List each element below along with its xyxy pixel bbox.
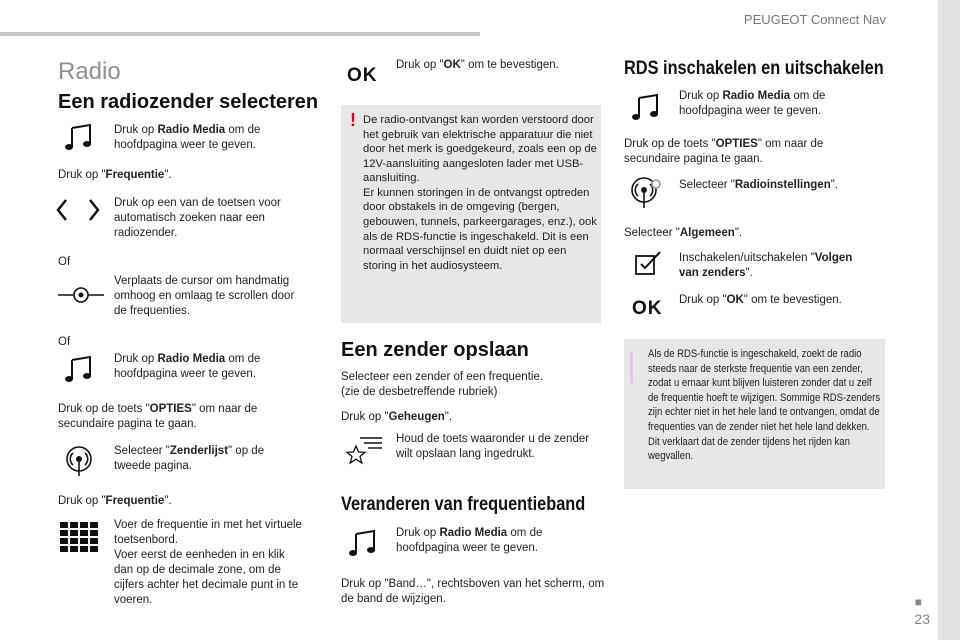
- music-note-icon: [62, 120, 96, 154]
- step-manual-tune: Verplaats de cursor om handmatig omhoog en omlaag te scrollen door de frequenties.: [114, 275, 295, 317]
- para-frequentie-1: Druk op "Frequentie".: [58, 169, 172, 181]
- para-opties-2: Druk op de toets "OPTIES" om naar de secundaire pagina te gaan.: [624, 138, 824, 165]
- or-label-1: Of: [58, 256, 71, 268]
- step-hold-preset: Houd de toets waaronder u de zender wilt opslaan lang ingedrukt.: [396, 433, 590, 460]
- step-radioinstellingen: Selecteer "Radioinstellingen".: [679, 179, 838, 191]
- step-follow-stations: Inschakelen/uitschakelen "Volgen van zenders".: [679, 252, 853, 279]
- warning-box: [341, 105, 601, 323]
- ok-icon: OK: [347, 65, 378, 86]
- para-band: Druk op "Band…", rechtsboven van het scherm, om de band de wijzigen.: [341, 578, 605, 605]
- side-strip: [938, 0, 960, 640]
- step-ok-confirm-2: Druk op "OK" om te bevestigen.: [679, 294, 842, 306]
- or-label-2: Of: [58, 336, 71, 348]
- para-frequentie-2: Druk op "Frequentie".: [58, 495, 172, 507]
- keypad-icon: [60, 522, 100, 552]
- section-heading-rds: RDS inschakelen en uitschakelen: [624, 58, 884, 79]
- info-text: Als de RDS-functie is ingeschakeld, zoekt de radio steeds naar de sterkste frequentie van een zender, zodat u ernaar kunt blijven luisteren zonder dat u zelf de frequentie hoeft te wijzigen. Sommige RDS-zenders zijn echter niet in het hele land te ontvangen, omdat de frequenties van de zender niet het hele land dekken. Dit verklaart dat de zender tijdens het rijden kan wegvallen.: [648, 348, 881, 463]
- save-favorite-icon: [344, 432, 384, 468]
- checkbox-icon: [634, 250, 662, 276]
- warning-text: De radio-ontvangst kan worden verstoord door het gebruik van elektrische apparatuur die niet door het merk is goedgekeurd, zoals een op de 12V-aansluiting aangesloten lader met USB-aansluiting. Er kunnen storingen in de ontvangst optreden door obstakels in de omgeving (bergen, gebouwen, tunnels, parkeergarages, enz.), ook als de RDS-functie is ingeschakeld. Dit is een normaal verschijnsel en duidt niet op een storing in het audiosysteem.: [363, 114, 597, 272]
- music-note-icon: [346, 526, 380, 560]
- page-title: Radio: [58, 58, 121, 85]
- page-header: PEUGEOT Connect Nav: [743, 12, 886, 27]
- radio-settings-icon: [630, 176, 664, 210]
- top-divider: [0, 32, 480, 36]
- para-algemeen: Selecteer "Algemeen".: [624, 227, 743, 239]
- para-geheugen: Druk op "Geheugen".: [341, 411, 453, 423]
- step-radio-media-3: Druk op Radio Media om de hoofdpagina weer te geven.: [396, 527, 543, 554]
- warning-icon: !: [350, 110, 356, 130]
- step-radio-media-2: Druk op Radio Media om de hoofdpagina weer te geven.: [114, 353, 261, 380]
- seek-arrows-icon: [52, 196, 106, 226]
- step-ok-confirm-1: Druk op "OK" om te bevestigen.: [396, 59, 559, 71]
- info-box: [624, 339, 885, 489]
- music-note-icon: [62, 352, 96, 386]
- para-opties-1: Druk op de toets "OPTIES" om naar de secundaire pagina te gaan.: [58, 403, 258, 430]
- step-radio-media-1: Druk op Radio Media om de hoofdpagina weer te geven.: [114, 124, 261, 151]
- page-number: 23: [914, 611, 930, 627]
- tuning-cursor-icon: [58, 282, 104, 308]
- info-icon: [630, 351, 633, 383]
- music-note-icon: [629, 90, 663, 124]
- section-heading-store-station: Een zender opslaan: [341, 339, 529, 361]
- para-select-station: Selecteer een zender of een frequentie. (zie de desbetreffende rubriek): [341, 371, 544, 398]
- radio-signal-icon: [62, 444, 96, 478]
- section-heading-select-station: Een radiozender selecteren: [58, 91, 319, 113]
- step-zenderlijst: Selecteer "Zenderlijst" op de tweede pagina.: [114, 445, 265, 472]
- section-heading-change-band: Veranderen van frequentieband: [341, 494, 586, 515]
- ok-icon: OK: [632, 298, 663, 319]
- step-virtual-keyboard: Voer de frequentie in met het virtuele toetsenbord. Voer eerst de eenheden in en klik dan op de decimale zone, om de cijfers achter het decimale punt in te voeren.: [114, 519, 302, 606]
- step-radio-media-4: Druk op Radio Media om de hoofdpagina weer te geven.: [679, 90, 826, 117]
- step-auto-seek: Druk op een van de toetsen voor automatisch zoeken naar een radiozender.: [114, 197, 281, 239]
- continue-marker: ■: [914, 595, 922, 609]
